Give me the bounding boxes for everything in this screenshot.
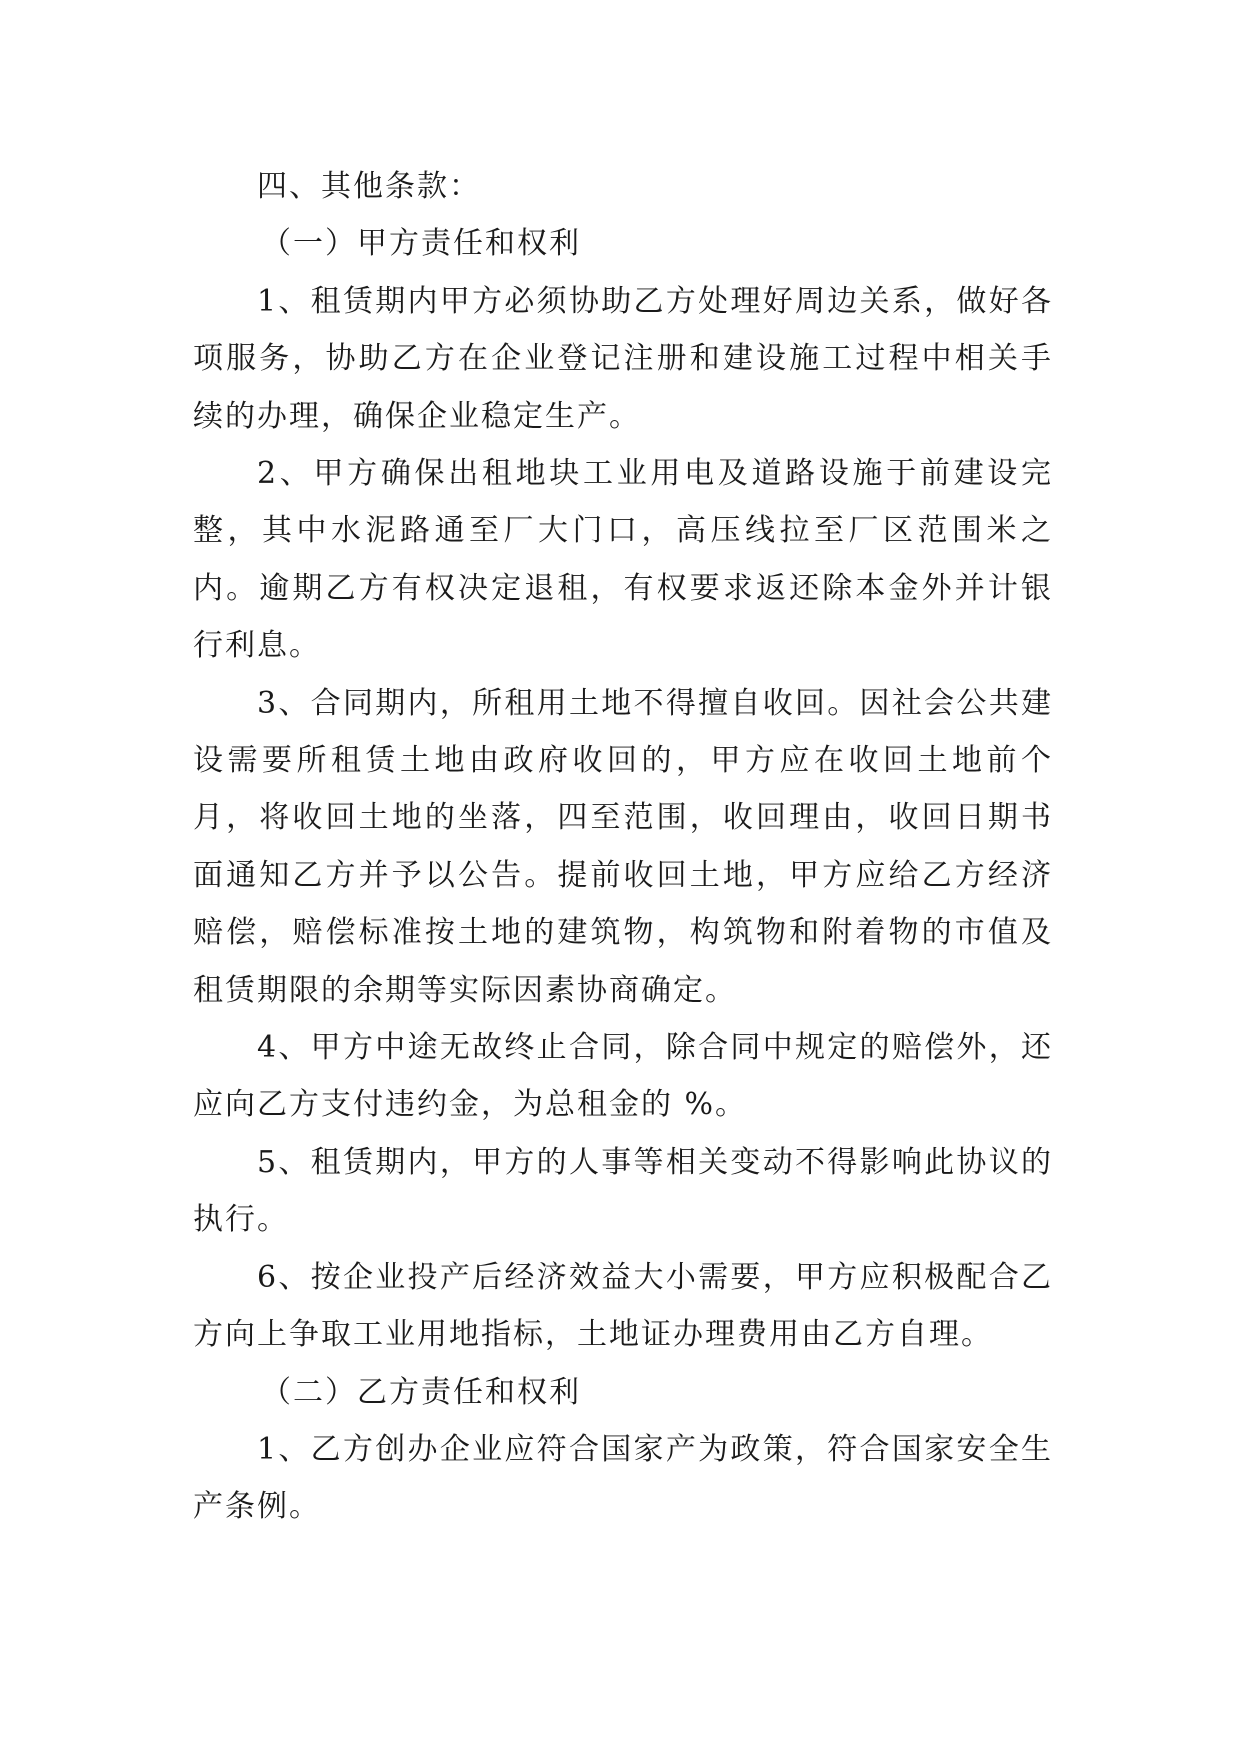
party-a-clause-4: 4、甲方中途无故终止合同，除合同中规定的赔偿外，还应向乙方支付违约金，为总租金的 %。 <box>193 1030 1053 1123</box>
party-a-clause-2: 2、甲方确保出租地块工业用电及道路设施于前建设完整，其中水泥路通至厂大门口，高压线拉至厂区范围米之内。逾期乙方有权决定退租，有权要求返还除本金外并计银行利息。 <box>193 456 1053 664</box>
section-heading: 四、其他条款： <box>257 169 481 204</box>
party-b-heading: （二）乙方责任和权利 <box>261 1374 581 1410</box>
document-body <box>193 158 1053 1536</box>
party-a-clause-1: 1、租赁期内甲方必须协助乙方处理好周边关系，做好各项服务，协助乙方在企业登记注册和建设施工过程中相关手续的办理，确保企业稳定生产。 <box>193 283 1053 434</box>
party-a-clause-6: 6、按企业投产后经济效益大小需要，甲方应积极配合乙方向上争取工业用地指标，土地证办理费用由乙方自理。 <box>193 1259 1053 1353</box>
party-b-clause-1: 1、乙方创办企业应符合国家产为政策，符合国家安全生产条例。 <box>193 1431 1053 1525</box>
party-a-heading: （一）甲方责任和权利 <box>261 226 581 262</box>
party-a-clause-3: 3、合同期内，所租用土地不得擅自收回。因社会公共建设需要所租赁土地由政府收回的，甲方应在收回土地前个月，将收回土地的坐落，四至范围，收回理由，收回日期书面通知乙方并予以公告。提前收回土地，甲方应给乙方经济赔偿，赔偿标准按土地的建筑物，构筑物和附着物的市值及租赁期限的余期等实际因素协商确定。 <box>193 685 1053 1008</box>
party-a-clause-5: 5、租赁期内，甲方的人事等相关变动不得影响此协议的执行。 <box>193 1144 1053 1238</box>
